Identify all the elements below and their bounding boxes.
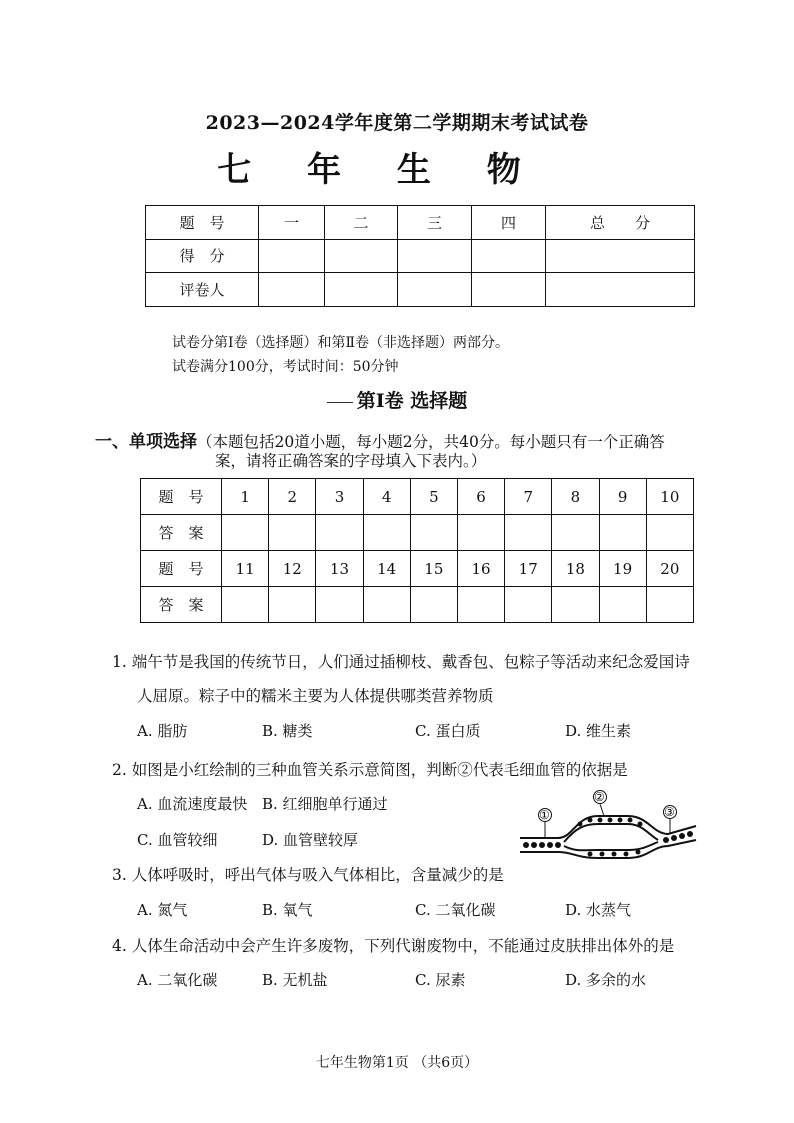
answer-num: 15	[410, 551, 457, 587]
answer-num: 13	[316, 551, 363, 587]
figure-label-1: ①	[539, 808, 550, 822]
answer-cell[interactable]	[599, 515, 646, 551]
answer-num: 17	[505, 551, 552, 587]
score-cell[interactable]	[546, 273, 695, 307]
answer-table	[140, 478, 694, 623]
exam-info-line2: 试卷满分100分，考试时间：50分钟	[172, 359, 399, 375]
answer-cell[interactable]	[222, 515, 269, 551]
q2-option-c[interactable]: C. 血管较细	[137, 831, 218, 849]
exam-title: 2023—2024学年度第二学期期末考试试卷	[205, 112, 589, 134]
answer-cell[interactable]	[316, 515, 363, 551]
answer-cell[interactable]	[552, 515, 599, 551]
answer-cell[interactable]	[269, 587, 316, 623]
score-header-cell: 三	[398, 206, 472, 240]
answer-num: 19	[599, 551, 646, 587]
q3-option-a[interactable]: A. 氮气	[137, 901, 188, 919]
answer-num-row	[141, 551, 694, 587]
q1-option-c[interactable]: C. 蛋白质	[415, 722, 481, 740]
answer-cell[interactable]	[363, 587, 410, 623]
answer-cell[interactable]	[269, 515, 316, 551]
score-row-label: 得 分	[146, 239, 259, 273]
answer-cell[interactable]	[222, 587, 269, 623]
answer-cell[interactable]	[552, 587, 599, 623]
q2-option-a[interactable]: A. 血流速度最快	[137, 795, 248, 813]
answer-num: 4	[363, 479, 410, 515]
answer-cell[interactable]	[316, 587, 363, 623]
answer-num-row	[141, 479, 694, 515]
figure-label-2: ②	[594, 790, 605, 804]
score-table	[145, 205, 695, 307]
score-cell[interactable]	[546, 239, 695, 273]
answer-row	[141, 587, 694, 623]
score-cell[interactable]	[472, 273, 546, 307]
q3-option-d[interactable]: D. 水蒸气	[565, 901, 632, 919]
answer-cell[interactable]	[410, 587, 457, 623]
answer-num: 8	[552, 479, 599, 515]
answer-num-label: 题 号	[141, 551, 222, 587]
answer-cell[interactable]	[646, 587, 693, 623]
answer-num: 14	[363, 551, 410, 587]
answer-num: 2	[269, 479, 316, 515]
answer-num: 16	[457, 551, 504, 587]
q2-option-b[interactable]: B. 红细胞单行通过	[262, 795, 388, 813]
score-header-cell: 题 号	[146, 206, 259, 240]
answer-num: 12	[269, 551, 316, 587]
answer-num: 11	[222, 551, 269, 587]
answer-num-label: 题 号	[141, 479, 222, 515]
question-1-stem-cont: 人屈原。粽子中的糯米主要为人体提供哪类营养物质	[137, 687, 494, 705]
score-header-cell: 总 分	[546, 206, 695, 240]
answer-num: 10	[646, 479, 693, 515]
section-heading	[0, 386, 794, 413]
answer-cell[interactable]	[599, 587, 646, 623]
part1-desc1: （本题包括20道小题，每小题2分，共40分。每小题只有一个正确答	[197, 433, 665, 451]
answer-label: 答 案	[141, 515, 222, 551]
question-4-stem: 4. 人体生命活动中会产生许多废物，下列代谢废物中，不能通过皮肤排出体外的是	[112, 937, 675, 955]
answer-cell[interactable]	[505, 587, 552, 623]
answer-cell[interactable]	[363, 515, 410, 551]
answer-num: 3	[316, 479, 363, 515]
score-grader-row	[146, 273, 695, 307]
q4-option-a[interactable]: A. 二氧化碳	[137, 971, 218, 989]
score-cell[interactable]	[398, 273, 472, 307]
blood-vessel-diagram	[518, 786, 698, 864]
score-cell[interactable]	[472, 239, 546, 273]
q4-option-b[interactable]: B. 无机盐	[262, 971, 328, 989]
score-header-cell: 二	[325, 206, 398, 240]
answer-num: 5	[410, 479, 457, 515]
subject-title: 七 年 生 物	[217, 150, 543, 190]
score-cell[interactable]	[259, 273, 325, 307]
exam-info-line1: 试卷分第Ⅰ卷（选择题）和第Ⅱ卷（非选择题）两部分。	[172, 335, 510, 351]
score-cell[interactable]	[325, 273, 398, 307]
question-1-stem: 1. 端午节是我国的传统节日，人们通过插柳枝、戴香包、包粽子等活动来纪念爱国诗	[112, 653, 690, 671]
section-title: 第Ⅰ卷 选择题	[356, 390, 468, 412]
answer-num: 6	[457, 479, 504, 515]
q3-option-c[interactable]: C. 二氧化碳	[415, 901, 496, 919]
answer-cell[interactable]	[457, 515, 504, 551]
part1-desc2: 案，请将正确答案的字母填入下表内。）	[215, 452, 487, 470]
answer-num: 9	[599, 479, 646, 515]
answer-num: 1	[222, 479, 269, 515]
answer-num: 18	[552, 551, 599, 587]
score-cell[interactable]	[398, 239, 472, 273]
answer-cell[interactable]	[410, 515, 457, 551]
answer-row	[141, 515, 694, 551]
score-cell[interactable]	[325, 239, 398, 273]
section-dash	[327, 402, 353, 403]
score-cell[interactable]	[259, 239, 325, 273]
answer-num: 20	[646, 551, 693, 587]
score-points-row	[146, 239, 695, 273]
part1-label: 一、单项选择	[95, 432, 197, 452]
q1-option-d[interactable]: D. 维生素	[565, 722, 632, 740]
q4-option-d[interactable]: D. 多余的水	[565, 971, 647, 989]
answer-num: 7	[505, 479, 552, 515]
q1-option-b[interactable]: B. 糖类	[262, 722, 313, 740]
q2-option-d[interactable]: D. 血管壁较厚	[262, 831, 359, 849]
q3-option-b[interactable]: B. 氧气	[262, 901, 313, 919]
q4-option-c[interactable]: C. 尿素	[415, 971, 466, 989]
page-footer: 七年生物第1页 （共6页）	[315, 1055, 479, 1071]
q1-option-a[interactable]: A. 脂肪	[137, 722, 188, 740]
score-header-row	[146, 206, 695, 240]
question-2-stem: 2. 如图是小红绘制的三种血管关系示意简图，判断②代表毛细血管的依据是	[112, 761, 628, 779]
answer-label: 答 案	[141, 587, 222, 623]
answer-cell[interactable]	[646, 515, 693, 551]
score-header-cell: 一	[259, 206, 325, 240]
question-3-stem: 3. 人体呼吸时，呼出气体与吸入气体相比，含量减少的是	[112, 866, 504, 884]
score-header-cell: 四	[472, 206, 546, 240]
figure-label-3: ③	[664, 805, 675, 819]
answer-cell[interactable]	[505, 515, 552, 551]
score-row-label: 评卷人	[146, 273, 259, 307]
answer-cell[interactable]	[457, 587, 504, 623]
